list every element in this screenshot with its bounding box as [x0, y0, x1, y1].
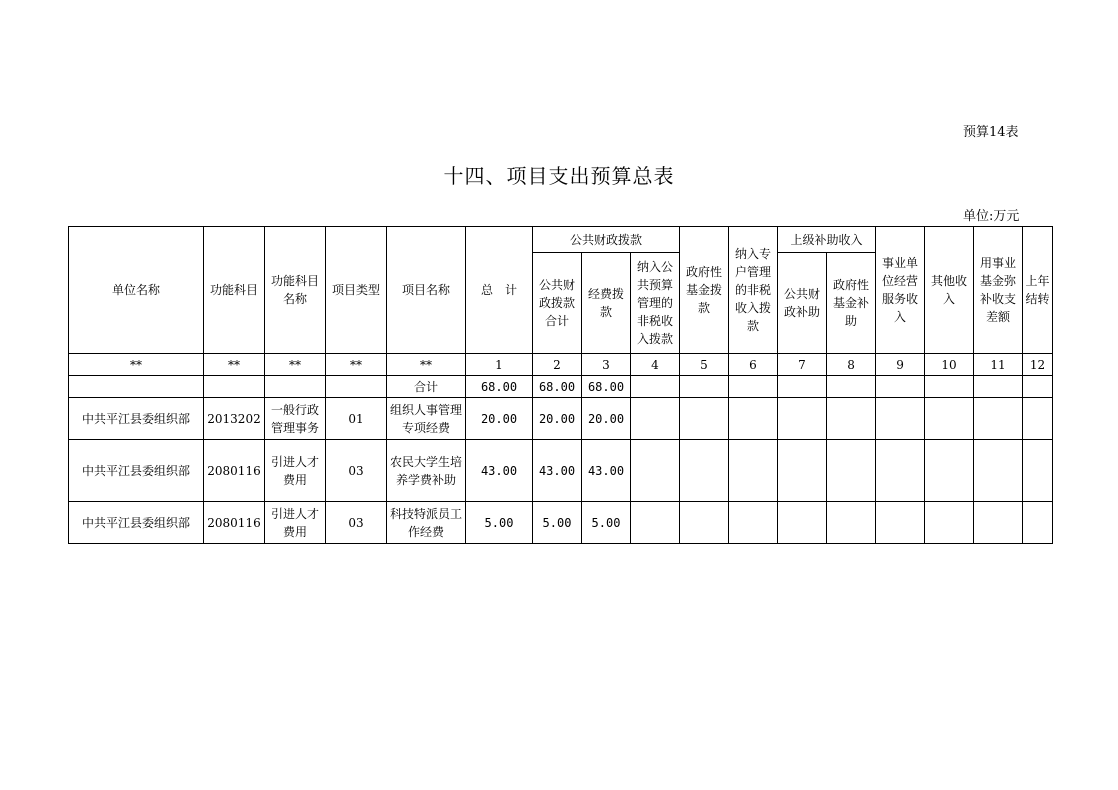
index-cell: ** — [326, 354, 387, 376]
type-cell: 01 — [326, 398, 387, 440]
empty-cell — [827, 502, 876, 544]
total-funding-amount: 68.00 — [582, 376, 631, 398]
empty-cell — [680, 398, 729, 440]
header-superior-subsidy-group: 上级补助收入 — [778, 227, 876, 253]
total-amount: 68.00 — [466, 376, 533, 398]
empty-cell — [1023, 440, 1053, 502]
empty-cell — [778, 502, 827, 544]
index-cell: 8 — [827, 354, 876, 376]
empty-cell — [680, 440, 729, 502]
index-cell: 7 — [778, 354, 827, 376]
form-number: 预算14表 — [963, 125, 1019, 140]
header-public-finance-total: 公共财政拨款合计 — [533, 253, 582, 354]
funding-cell: 20.00 — [582, 398, 631, 440]
total-cell: 20.00 — [466, 398, 533, 440]
empty-cell — [876, 398, 925, 440]
funding-cell: 43.00 — [582, 440, 631, 502]
index-cell: ** — [69, 354, 204, 376]
index-cell: 5 — [680, 354, 729, 376]
header-unit-name: 单位名称 — [69, 227, 204, 354]
empty-cell — [876, 502, 925, 544]
index-cell: 11 — [974, 354, 1023, 376]
func-cell: 引进人才费用 — [265, 440, 326, 502]
project-cell: 科技特派员工作经费 — [387, 502, 466, 544]
header-special-non-tax: 纳入专户管理的非税收入拨款 — [729, 227, 778, 354]
header-project-type: 项目类型 — [326, 227, 387, 354]
empty-cell — [680, 502, 729, 544]
project-cell: 农民大学生培养学费补助 — [387, 440, 466, 502]
index-cell: 4 — [631, 354, 680, 376]
empty-cell — [778, 440, 827, 502]
index-cell: 10 — [925, 354, 974, 376]
index-cell: 9 — [876, 354, 925, 376]
empty-cell — [729, 502, 778, 544]
empty-cell — [974, 440, 1023, 502]
index-cell: 1 — [466, 354, 533, 376]
header-public-finance-group: 公共财政拨款 — [533, 227, 680, 253]
type-cell: 03 — [326, 440, 387, 502]
empty-cell — [729, 376, 778, 398]
header-public-finance-subsidy: 公共财政补助 — [778, 253, 827, 354]
empty-cell — [1023, 398, 1053, 440]
unit-cell: 中共平江县委组织部 — [69, 440, 204, 502]
index-cell: 6 — [729, 354, 778, 376]
empty-cell — [974, 376, 1023, 398]
total-cell: 5.00 — [466, 502, 533, 544]
table-row — [69, 440, 1053, 502]
empty-cell — [631, 376, 680, 398]
empty-cell — [631, 398, 680, 440]
pf-total-cell: 20.00 — [533, 398, 582, 440]
header-other-income: 其他收入 — [925, 227, 974, 354]
header-row-1 — [69, 227, 1053, 253]
code-cell: 2080116 — [204, 502, 265, 544]
empty-cell — [925, 440, 974, 502]
budget-table — [68, 226, 1053, 544]
unit-cell: 中共平江县委组织部 — [69, 398, 204, 440]
empty-cell — [265, 376, 326, 398]
index-cell: 12 — [1023, 354, 1053, 376]
empty-cell — [827, 440, 876, 502]
table-row — [69, 398, 1053, 440]
header-gov-fund: 政府性基金拨款 — [680, 227, 729, 354]
empty-cell — [326, 376, 387, 398]
funding-cell: 5.00 — [582, 502, 631, 544]
empty-cell — [729, 398, 778, 440]
header-func-name: 功能科目名称 — [265, 227, 326, 354]
index-cell: 2 — [533, 354, 582, 376]
empty-cell — [69, 376, 204, 398]
page-title: 十四、项目支出预算总表 — [443, 164, 675, 188]
total-pf-amount: 68.00 — [533, 376, 582, 398]
code-cell: 2080116 — [204, 440, 265, 502]
empty-cell — [925, 398, 974, 440]
header-gov-fund-subsidy: 政府性基金补助 — [827, 253, 876, 354]
header-business-income: 事业单位经营服务收入 — [876, 227, 925, 354]
index-row — [69, 354, 1053, 376]
index-cell: ** — [204, 354, 265, 376]
header-fund-balance: 用事业基金弥补收支差额 — [974, 227, 1023, 354]
index-cell: ** — [387, 354, 466, 376]
empty-cell — [778, 398, 827, 440]
index-cell: ** — [265, 354, 326, 376]
total-row — [69, 376, 1053, 398]
index-cell: 3 — [582, 354, 631, 376]
empty-cell — [974, 502, 1023, 544]
empty-cell — [925, 376, 974, 398]
func-cell: 一般行政管理事务 — [265, 398, 326, 440]
pf-total-cell: 5.00 — [533, 502, 582, 544]
project-cell: 组织人事管理专项经费 — [387, 398, 466, 440]
header-last-year: 上年结转 — [1023, 227, 1053, 354]
unit-label: 单位:万元 — [963, 209, 1020, 224]
empty-cell — [1023, 376, 1053, 398]
empty-cell — [827, 376, 876, 398]
empty-cell — [1023, 502, 1053, 544]
empty-cell — [974, 398, 1023, 440]
empty-cell — [631, 502, 680, 544]
total-cell: 43.00 — [466, 440, 533, 502]
func-cell: 引进人才费用 — [265, 502, 326, 544]
header-func-code: 功能科目 — [204, 227, 265, 354]
empty-cell — [778, 376, 827, 398]
unit-cell: 中共平江县委组织部 — [69, 502, 204, 544]
empty-cell — [631, 440, 680, 502]
empty-cell — [729, 440, 778, 502]
empty-cell — [680, 376, 729, 398]
empty-cell — [925, 502, 974, 544]
header-project-name: 项目名称 — [387, 227, 466, 354]
header-non-tax-budget: 纳入公共预算管理的非税收入拨款 — [631, 253, 680, 354]
header-total: 总 计 — [466, 227, 533, 354]
empty-cell — [876, 440, 925, 502]
empty-cell — [204, 376, 265, 398]
empty-cell — [827, 398, 876, 440]
code-cell: 2013202 — [204, 398, 265, 440]
header-funding: 经费拨款 — [582, 253, 631, 354]
pf-total-cell: 43.00 — [533, 440, 582, 502]
table-row — [69, 502, 1053, 544]
total-label: 合计 — [387, 376, 466, 398]
empty-cell — [876, 376, 925, 398]
type-cell: 03 — [326, 502, 387, 544]
